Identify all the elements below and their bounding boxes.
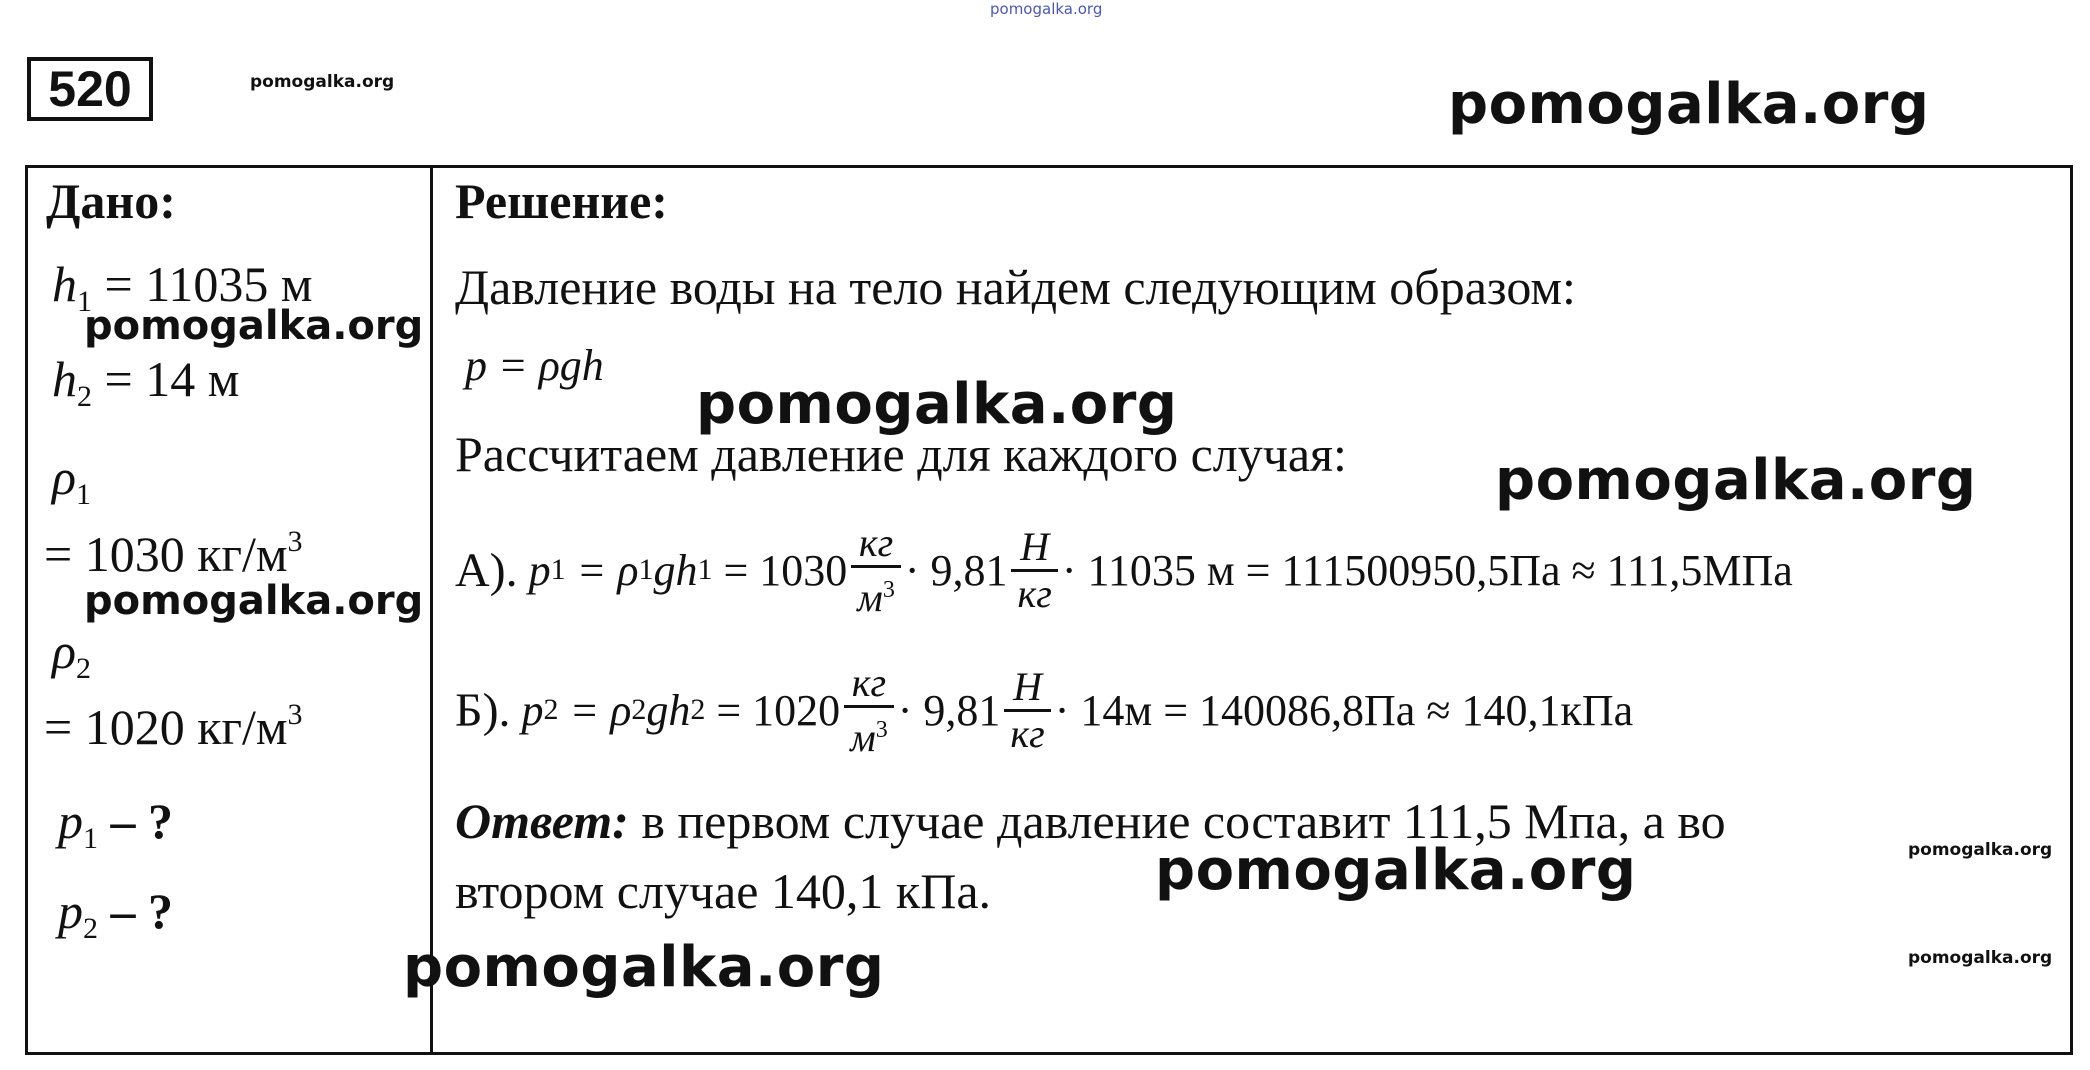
case-a-g: · 9,81	[904, 545, 1008, 595]
problem-number-box: 520	[27, 57, 153, 121]
case-b-fraction-2	[1004, 665, 1050, 756]
case-a-frac1-den-sup: 3	[882, 576, 895, 603]
given-rho2-symbol-line	[52, 622, 91, 686]
case-a-rho-sub: 1	[638, 553, 654, 586]
watermark-header-large: pomogalka.org	[1448, 72, 1930, 137]
case-b-label: Б).	[455, 683, 511, 737]
case-a-formula	[455, 510, 1793, 630]
given-rho2-subscript: 2	[76, 652, 91, 685]
find-p1-symbol: p	[58, 793, 83, 849]
case-b-frac1-den-sup: 3	[875, 716, 888, 743]
case-b-formula	[455, 650, 1633, 770]
table-divider	[430, 165, 433, 1055]
case-a-frac2-den: кг	[1017, 570, 1052, 616]
solution-formula: p = ρgh	[465, 341, 604, 390]
case-b-lhs: p	[521, 685, 544, 735]
case-a-frac1-den-text: м	[857, 574, 883, 620]
given-rho2-symbol: ρ	[52, 623, 76, 679]
case-a-lhs-sub: 1	[550, 553, 566, 586]
given-rho1-symbol-line	[52, 448, 91, 512]
given-rho1-value-sup: 3	[287, 525, 303, 558]
given-heading: Дано:	[46, 173, 176, 229]
case-a-rest: · 11035 м = 111500950,5Па ≈ 111,5МПа	[1061, 545, 1793, 595]
case-a-h-sub: 1	[697, 553, 713, 586]
given-h1-symbol: h	[52, 256, 77, 312]
find-p1-subscript: 1	[83, 822, 98, 855]
case-a-label: А).	[455, 543, 518, 597]
case-b-g: · 9,81	[897, 685, 1001, 735]
watermark-top: pomogalka.org	[990, 0, 1103, 18]
case-a-fraction-2	[1011, 525, 1057, 616]
case-a-gh: gh	[653, 545, 698, 595]
watermark-small-right-2: pomogalka.org	[1908, 948, 2053, 968]
case-a-fraction-1	[851, 521, 901, 620]
answer-label: Ответ:	[455, 793, 629, 849]
watermark-answer: pomogalka.org	[1155, 838, 1637, 903]
case-b-frac1-den-text: м	[850, 714, 876, 760]
case-a-frac2-num: Н	[1011, 525, 1057, 572]
given-rho2-value-sup: 3	[287, 698, 303, 731]
given-rho2-value-text: = 1020 кг/м	[44, 699, 288, 755]
watermark-solution-1: pomogalka.org	[696, 372, 1178, 437]
solution-calc-intro: Рассчитаем давление для каждого случая:	[455, 426, 1347, 482]
given-h2	[52, 350, 239, 414]
watermark-given-1: pomogalka.org	[84, 303, 424, 349]
given-rho1-value	[44, 525, 303, 583]
case-b-gh: gh	[646, 685, 691, 735]
given-rho1-value-text: = 1030 кг/м	[44, 526, 288, 582]
find-p2-question: – ?	[110, 883, 173, 939]
find-p1	[58, 792, 173, 856]
case-b-lhs-sub: 2	[543, 693, 559, 726]
case-b-fraction-1	[844, 661, 894, 760]
answer-line-2: втором случае 140,1 кПа.	[455, 863, 992, 919]
case-a-rho: = ρ	[576, 545, 639, 595]
case-a-frac1-den	[851, 568, 901, 620]
find-p2-symbol: p	[58, 883, 83, 939]
watermark-bottom: pomogalka.org	[403, 935, 885, 1000]
given-h2-symbol: h	[52, 351, 77, 407]
given-h1-value: = 11035 м	[104, 256, 313, 312]
watermark-solution-2: pomogalka.org	[1495, 448, 1977, 513]
case-b-rho: = ρ	[569, 685, 632, 735]
watermark-small-right-1: pomogalka.org	[1908, 840, 2053, 860]
find-p2-subscript: 2	[83, 912, 98, 945]
case-b-rho-sub: 2	[631, 693, 647, 726]
given-rho1-subscript: 1	[76, 478, 91, 511]
case-b-coef: = 1020	[716, 685, 841, 735]
given-h2-value: = 14 м	[104, 351, 240, 407]
watermark-small-header: pomogalka.org	[250, 72, 395, 92]
given-rho2-value	[44, 698, 303, 756]
given-h1-subscript: 1	[77, 285, 92, 318]
case-a-lhs: p	[528, 545, 551, 595]
case-b-frac1-num: кг	[844, 661, 894, 708]
watermark-given-2: pomogalka.org	[84, 578, 424, 624]
given-rho1-symbol: ρ	[52, 449, 76, 505]
find-p1-question: – ?	[110, 793, 173, 849]
case-b-frac2-num: Н	[1004, 665, 1050, 712]
case-b-frac2-den: кг	[1010, 710, 1045, 756]
case-b-frac1-den	[844, 708, 894, 760]
solution-intro: Давление воды на тело найдем следующим образом:	[455, 259, 1576, 315]
case-b-h-sub: 2	[690, 693, 706, 726]
given-h2-subscript: 2	[77, 380, 92, 413]
answer-text-1: в первом случае давление составит 111,5 Мпа, а во	[641, 793, 1726, 849]
case-b-rest: · 14м = 140086,8Па ≈ 140,1кПа	[1054, 685, 1634, 735]
find-p2	[58, 882, 173, 946]
solution-heading: Решение:	[455, 173, 668, 229]
case-a-frac1-num: кг	[851, 521, 901, 568]
case-a-coef: = 1030	[723, 545, 848, 595]
